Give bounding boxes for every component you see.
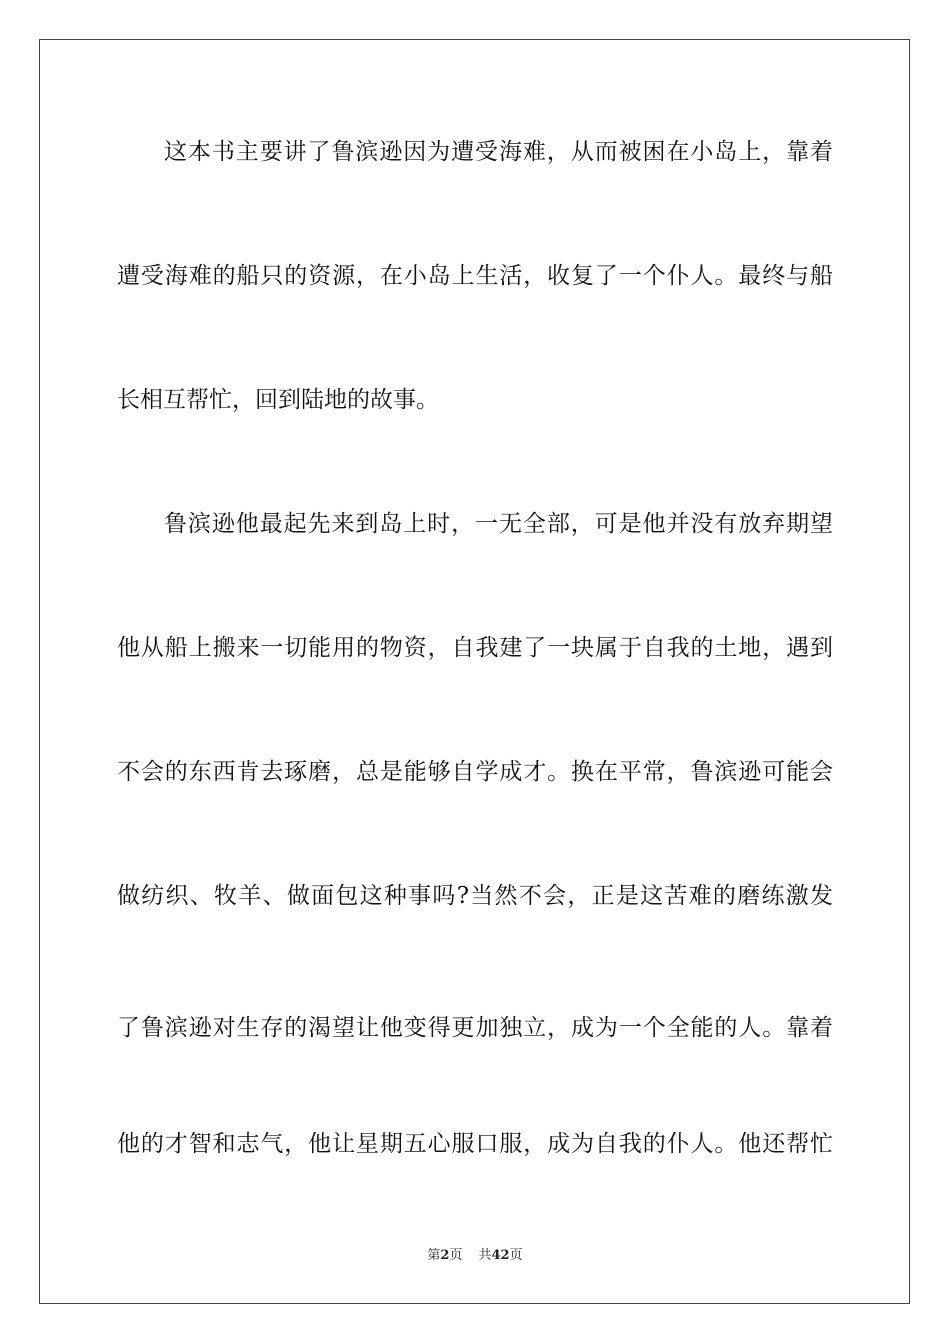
total-pages: 42 bbox=[491, 1248, 510, 1263]
total-prefix: 共 bbox=[478, 1248, 492, 1263]
paragraph-2-line-6: 他的才智和志气，他让星期五心服口服，成为自我的仆人。他还帮忙 bbox=[117, 1131, 833, 1157]
total-suffix: 页 bbox=[509, 1248, 523, 1263]
page-frame bbox=[39, 39, 910, 1304]
paragraph-1-line-2: 遭受海难的船只的资源，在小岛上生活，收复了一个仆人。最终与船 bbox=[117, 263, 833, 289]
paragraph-1-line-1: 这本书主要讲了鲁滨逊因为遭受海难，从而被困在小岛上，靠着 bbox=[164, 139, 833, 165]
paragraph-2-line-4: 做纺织、牧羊、做面包这种事吗?当然不会，正是这苦难的磨练激发 bbox=[117, 883, 833, 909]
paragraph-2-line-3: 不会的东西肯去琢磨，总是能够自学成才。换在平常，鲁滨逊可能会 bbox=[117, 759, 833, 785]
paragraph-2-line-1: 鲁滨逊他最起先来到岛上时，一无全部，可是他并没有放弃期望 bbox=[164, 511, 833, 537]
page-number: 2 bbox=[440, 1248, 450, 1263]
paragraph-2-line-2: 他从船上搬来一切能用的物资，自我建了一块属于自我的土地，遇到 bbox=[117, 635, 833, 661]
page-suffix: 页 bbox=[449, 1248, 463, 1263]
paragraph-1-line-3: 长相互帮忙，回到陆地的故事。 bbox=[117, 387, 439, 413]
page-footer bbox=[0, 1247, 950, 1265]
page-prefix: 第 bbox=[427, 1248, 441, 1263]
paragraph-2-line-5: 了鲁滨逊对生存的渴望让他变得更加独立，成为一个全能的人。靠着 bbox=[117, 1015, 833, 1041]
